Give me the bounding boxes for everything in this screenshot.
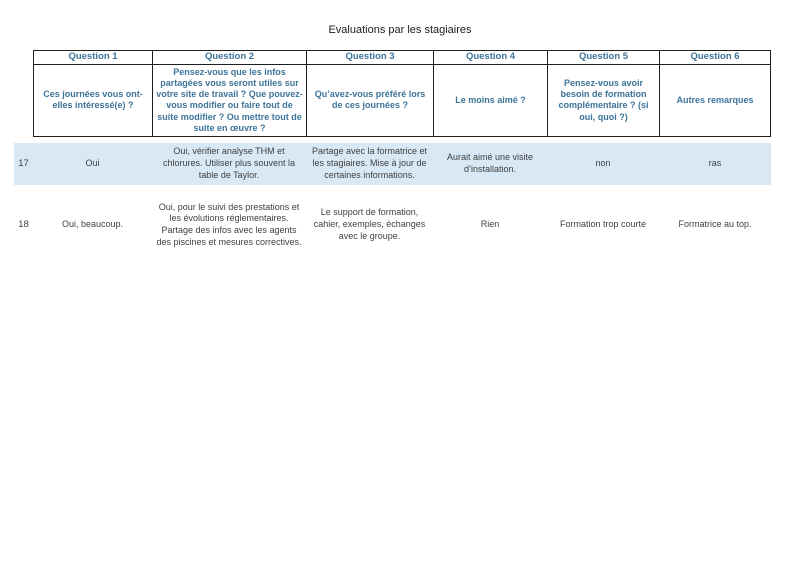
column-header-question-4: Question 4 (433, 50, 547, 64)
column-header-question-1: Question 1 (33, 50, 152, 64)
row-17-answer-q6: ras (659, 143, 771, 185)
header-corner-spacer (14, 64, 33, 137)
table-row (14, 143, 771, 185)
evaluations-table (14, 50, 771, 254)
row-18-answer-q6: Formatrice au top. (678, 219, 752, 230)
question-2-label: Pensez-vous que les infos partagées vous seront utiles sur votre site de travail ? Que pouvez-vous modifier ou faire tout de suite modifier ? Ou mettre tout de suite en œuvre ? (152, 64, 306, 137)
row-17-answer-q1: Oui (33, 143, 152, 185)
table-header-row-wording (14, 64, 771, 137)
row-18-answer-q3: Le support de formation, cahier, exemples, échanges avec le groupe. (313, 207, 426, 241)
question-6-label: Autres remarques (659, 64, 771, 137)
row-18-answer-q1: Oui, beaucoup. (61, 219, 124, 230)
row-number: 18 (18, 219, 29, 231)
row-17-answer-q4: Aurait aimé une visite d’installation. (433, 143, 547, 185)
table-header-row-questions (14, 50, 771, 64)
header-corner-spacer (14, 50, 33, 64)
question-3-label: Qu’avez-vous préféré lors de ces journées ? (306, 64, 433, 137)
question-4-label: Le moins aimé ? (433, 64, 547, 137)
table-row (14, 196, 771, 254)
column-header-question-3: Question 3 (306, 50, 433, 64)
question-1-label: Ces journées vous ont-elles intéressé(e) ? (33, 64, 152, 137)
page-title: Evaluations par les stagiaires (328, 24, 472, 36)
row-17-answer-q3: Partage avec la formatrice et les stagiaires. Mise à jour de certaines informations. (306, 143, 433, 185)
row-18-answer-q4: Rien (480, 219, 500, 230)
row-18-answer-q5: Formation trop courte (559, 219, 647, 230)
question-5-label: Pensez-vous avoir besoin de formation complémentaire ? (si oui, quoi ?) (547, 64, 659, 137)
row-17-answer-q5: non (547, 143, 659, 185)
row-18-answer-q2: Oui, pour le suivi des prestations et les évolutions réglementaires. Partage des infos avec les agents des piscines et mesures correctives. (156, 201, 302, 247)
row-17-answer-q2: Oui, vérifier analyse THM et chlorures. Utiliser plus souvent la table de Taylor. (152, 143, 306, 185)
column-header-question-2: Question 2 (152, 50, 306, 64)
column-header-question-5: Question 5 (547, 50, 659, 64)
row-number: 17 (14, 143, 33, 185)
column-header-question-6: Question 6 (659, 50, 771, 64)
